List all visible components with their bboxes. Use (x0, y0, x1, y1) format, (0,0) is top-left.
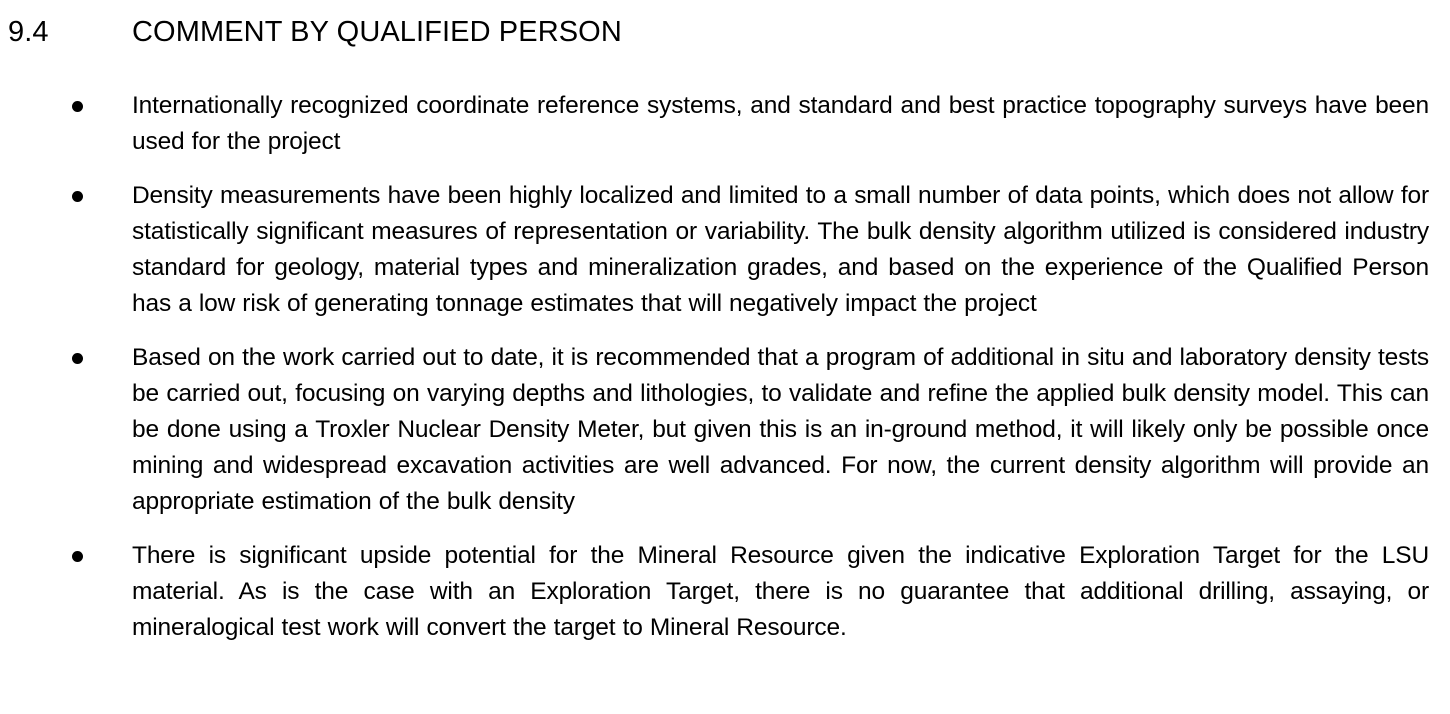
bullet-icon (72, 191, 83, 202)
bullet-item (0, 88, 1450, 160)
bullet-icon (72, 551, 83, 562)
bullet-icon (72, 101, 83, 112)
section-heading (8, 12, 622, 52)
bullet-text: Density measurements have been highly localized and limited to a small number of data points, which does not allow for statistically significant measures of representation or variability. The bulk density algorithm utilized is considered industry standard for geology, material types and mineralization grades, and based on the experience of the Qualified Person has a low risk of generating tonnage estimates that will negatively impact the project (132, 182, 1429, 317)
bullet-item (0, 340, 1450, 520)
bullet-text: There is significant upside potential for the Mineral Resource given the indicative Exploration Target for the LSU material. As is the case with an Exploration Target, there is no guarantee that additional drilling, assaying, or mineralogical test work will convert the target to Mineral Resource. (132, 542, 1429, 641)
bullet-item (0, 538, 1450, 646)
bullet-list (0, 88, 1450, 664)
section-number: 9.4 (8, 15, 49, 48)
bullet-text: Based on the work carried out to date, it is recommended that a program of additional in situ and laboratory density tests be carried out, focusing on varying depths and lithologies, to validate and refine the applied bulk density model. This can be done using a Troxler Nuclear Density Meter, but given this is an in-ground method, it will likely only be possible once mining and widespread excavation activities are well advanced. For now, the current density algorithm will provide an appropriate estimation of the bulk density (132, 344, 1429, 515)
bullet-icon (72, 353, 83, 364)
bullet-item (0, 178, 1450, 322)
section-title: COMMENT BY QUALIFIED PERSON (132, 15, 622, 48)
bullet-text: Internationally recognized coordinate reference systems, and standard and best practice topography surveys have been used for the project (132, 92, 1429, 155)
